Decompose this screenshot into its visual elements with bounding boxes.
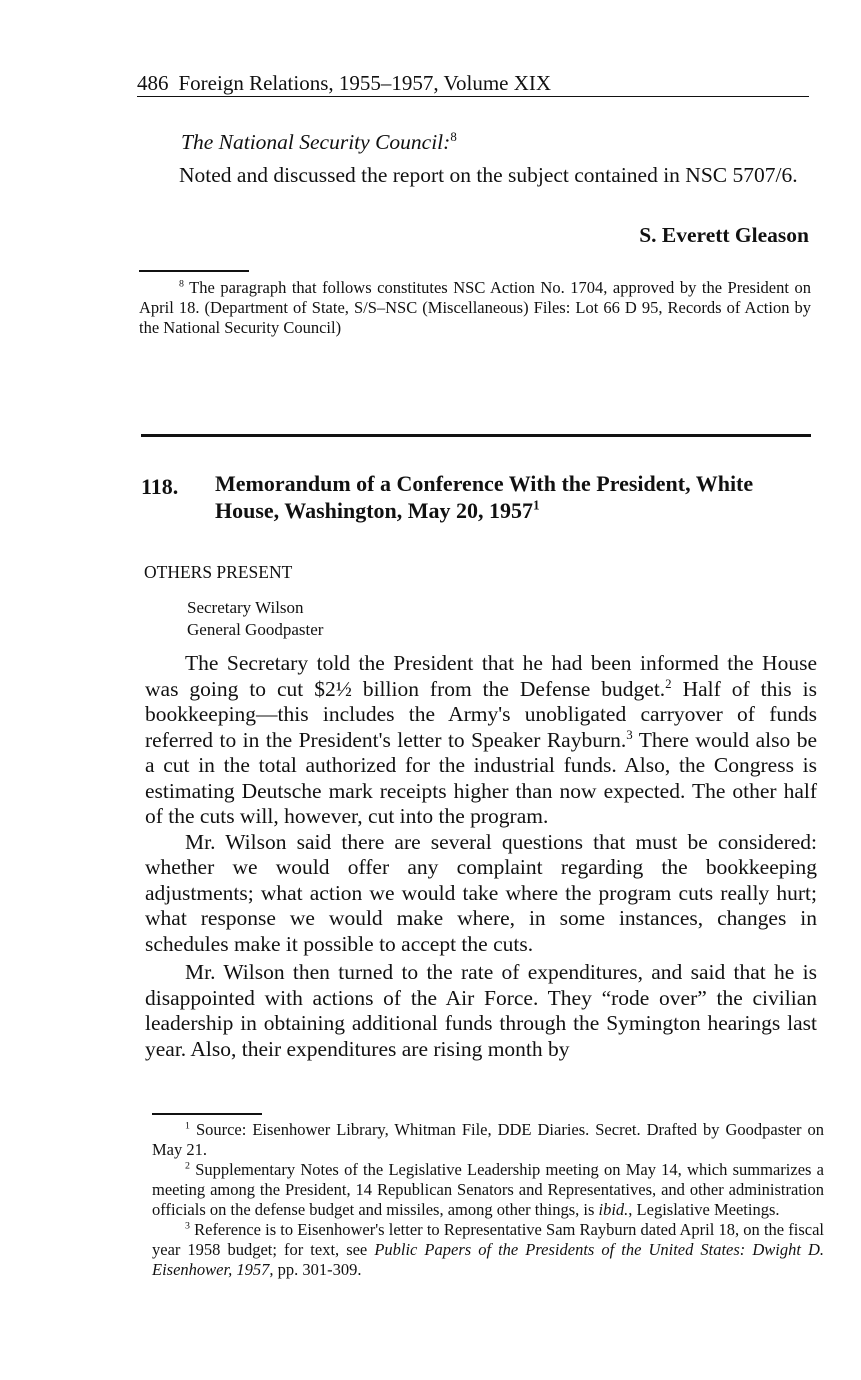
running-head	[137, 70, 809, 97]
footnote-8-marker: 8	[179, 278, 184, 290]
nsc-text: Noted and discussed the report on the subject contained in NSC 5707/6.	[179, 163, 798, 187]
footnote-rule	[139, 270, 249, 272]
nsc-label-line	[181, 130, 801, 156]
footnote-8: $^8$ The paragraph that follows constitutes NSC Action No. 1704, approved by the President on April 18. (Department of State, S/S–NSC (Miscellaneous) Files: Lot 66 D 95, Records of Action by the National Security Council)	[139, 278, 811, 337]
footnote-ref-1: 1	[533, 497, 540, 513]
attendee: Secretary Wilson	[187, 598, 304, 617]
footnote-ref-2: 2	[665, 676, 672, 691]
footnote-1: $^1$ Source: Eisenhower Library, Whitman File, DDE Diaries. Secret. Drafted by Goodpaster on May 21.	[152, 1120, 825, 1159]
section-divider	[141, 434, 811, 437]
footnote-ref-3: 3	[626, 727, 633, 742]
attendee-list	[187, 597, 323, 641]
attendee: General Goodpaster	[187, 620, 324, 639]
document-title: Memorandum of a Conference With the President, White House, Washington, May 20, 1957$^1$	[215, 471, 754, 523]
footnote-3: $^3$ Reference is to Eisenhower's letter to Representative Sam Rayburn dated April 18, on the fiscal year 1958 budget; for text, see Public Papers of the Presidents of the United States: Dwight D. Eisenhower, 1957, pp. 301-309.	[152, 1220, 825, 1279]
footnotes	[152, 1120, 824, 1280]
footnote-2: $^2$ Supplementary Notes of the Legislative Leadership meeting on May 14, which summarizes a meeting among the President, 14 Republican Senators and Representatives, and other administration officials on the defense budget and missiles, among other things, is ibid., Legislative Meetings.	[152, 1160, 825, 1219]
memo-body	[145, 651, 817, 1062]
paragraph-3: Mr. Wilson then turned to the rate of expenditures, and said that he is disappointed with actions of the Air Force. They “rode over” the civilian leadership in obtaining additional funds through the Symington hearings last year. Also, their expenditures are rising month by	[145, 960, 817, 1061]
footnote-rule	[152, 1113, 262, 1115]
page-number: 486	[137, 71, 169, 95]
series-title: Foreign Relations, 1955–1957, Volume XIX	[178, 71, 552, 95]
paragraph-2: Mr. Wilson said there are several questions that must be considered: whether we would offer any complaint regarding the bookkeeping adjustments; what action we would take where the program cuts really hurt; what response we would make where, in some instances, changes in schedules make it possible to accept the cuts.	[145, 829, 817, 956]
others-present-label: OTHERS PRESENT	[144, 562, 293, 582]
footnote-ref-8: 8	[450, 129, 457, 144]
signature: S. Everett Gleason	[639, 223, 809, 247]
paragraph-1: The Secretary told the President that he had been informed the House was going to cut $2½ billion from the Defense budget.$^2$ Half of this is bookkeeping—this includes the Army's unobligated carryover of funds referred to in the President's letter to Speaker Rayburn.$^3$ There would also be a cut in the total authorized for the industrial funds. Also, the Congress is estimating Deutsche mark receipts higher than now expected. The other half of the cuts will, however, cut into the program.	[145, 651, 817, 828]
nsc-label: The National Security Council:	[181, 130, 451, 154]
document-number: 118.	[141, 474, 179, 499]
